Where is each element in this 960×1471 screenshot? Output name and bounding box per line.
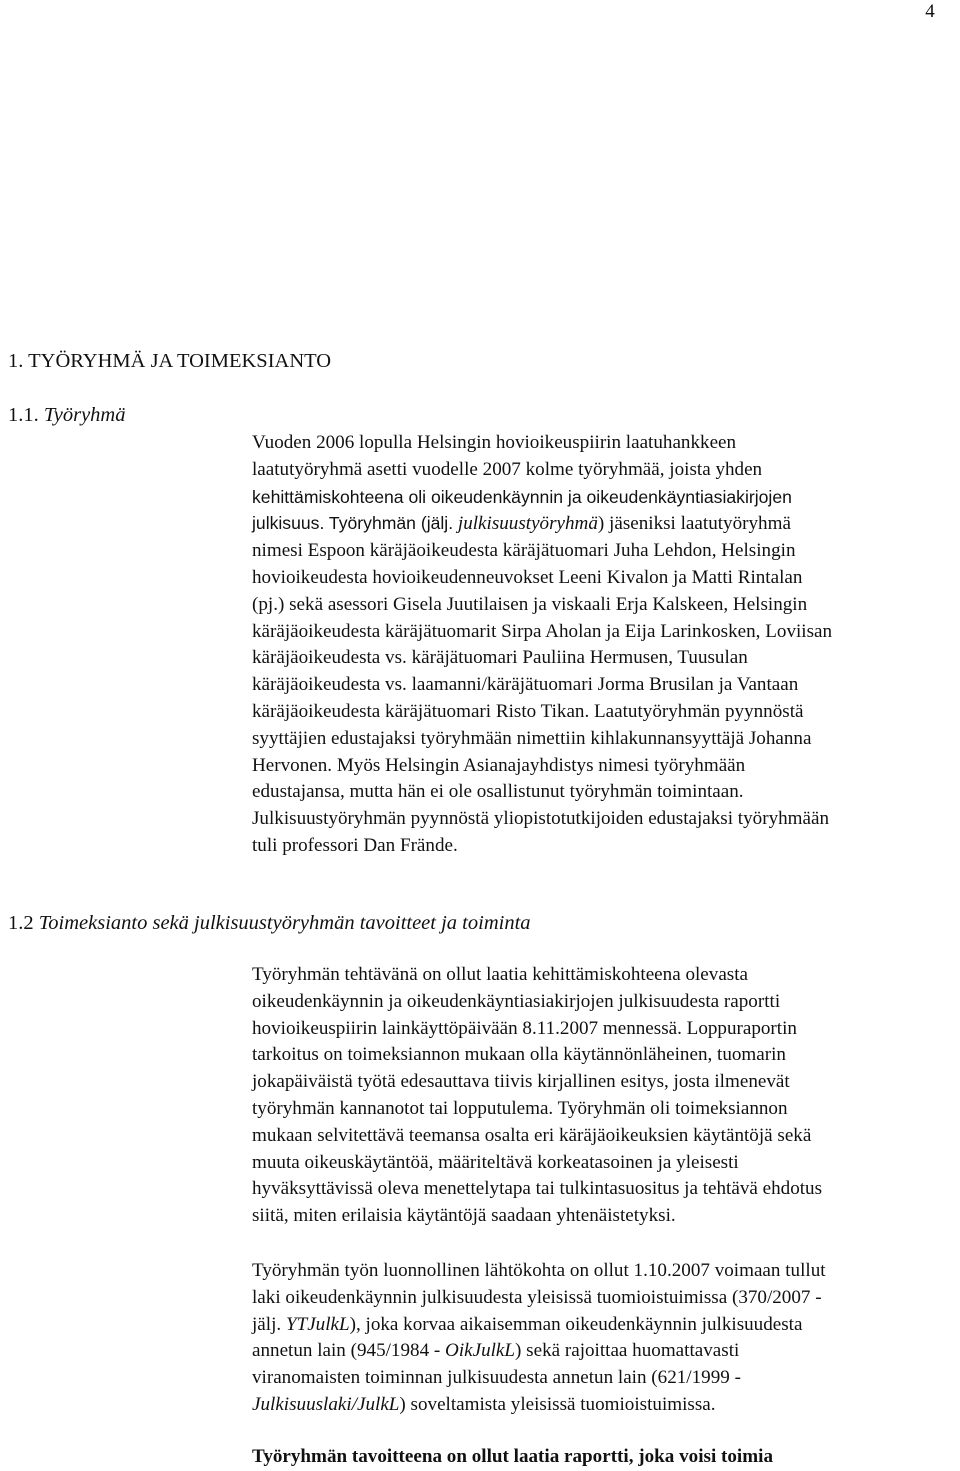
text-line: kehittämiskohteena oli oikeudenkäynnin ja oikeudenkäyntiasiakirjojen bbox=[252, 486, 792, 507]
text-line: Julkisuustyöryhmän pyynnöstä yliopistotutkijoiden edustajaksi työryhmään bbox=[252, 808, 830, 830]
text-fragment: ) jäseniksi laatutyöryhmä bbox=[597, 513, 791, 535]
text-fragment: jälj. bbox=[252, 1313, 282, 1335]
text-fragment: annetun lain (945/1984 - bbox=[252, 1340, 441, 1362]
text-line: Työryhmän tavoitteena on ollut laatia raportti, joka voisi toimia bbox=[252, 1446, 773, 1467]
paragraph-goal bbox=[252, 1444, 960, 1471]
text-line: hovioikeudesta hovioikeudenneuvokset Leeni Kivalon ja Matti Rintalan bbox=[252, 566, 803, 588]
text-line: työryhmän kannanotot tai lopputulema. Työryhmän oli toimeksiannon bbox=[252, 1097, 788, 1119]
text-line: oikeudenkäynnin ja oikeudenkäyntiasiakirjojen julkisuudesta raportti bbox=[252, 990, 781, 1012]
abbreviation-text: YTJulkL bbox=[285, 1313, 350, 1335]
paragraph-working-group bbox=[252, 430, 960, 860]
subsection-heading-1-1 bbox=[8, 402, 126, 428]
text-line: Hervonen. Myös Helsingin Asianajayhdistys nimesi työryhmään bbox=[252, 754, 746, 776]
emphasis-text: julkisuustyöryhmä bbox=[457, 513, 598, 535]
subsection-heading-1-2 bbox=[8, 910, 531, 936]
text-line: syyttäjien edustajaksi työryhmään nimettiin kihlakunnansyyttäjä Johanna bbox=[252, 727, 812, 749]
text-line bbox=[252, 1338, 960, 1365]
text-line: jokapäiväistä työtä edesauttava tiivis kirjallinen esitys, josta ilmenevät bbox=[252, 1071, 790, 1093]
text-line: tuli professori Dan Frände. bbox=[252, 834, 458, 856]
text-line: laatutyöryhmä asetti vuodelle 2007 kolme työryhmää, joista yhden bbox=[252, 458, 763, 480]
text-line: mukaan selvitettävä teemansa osalta eri käräjäoikeuksien käytäntöjä sekä bbox=[252, 1124, 812, 1146]
text-line: käräjäoikeudesta vs. laamanni/käräjätuomari Jorma Brusilan ja Vantaan bbox=[252, 674, 799, 696]
text-line: Vuoden 2006 lopulla Helsingin hovioikeuspiirin laatuhankkeen bbox=[252, 432, 737, 453]
text-fragment: ) sekä rajoittaa huomattavasti bbox=[515, 1340, 740, 1362]
text-line: käräjäoikeudesta käräjätuomari Risto Tikan. Laatutyöryhmän pyynnöstä bbox=[252, 700, 804, 722]
section-heading: 1. TYÖRYHMÄ JA TOIMEKSIANTO bbox=[8, 350, 332, 372]
text-line: käräjäoikeudesta käräjätuomarit Sirpa Aholan ja Eija Larinkosken, Loviisan bbox=[252, 620, 833, 642]
text-line: nimesi Espoon käräjäoikeudesta käräjätuomari Juha Lehdon, Helsingin bbox=[252, 540, 796, 562]
text-line: hovioikeuspiirin lainkäyttöpäivään 8.11.2007 mennessä. Loppuraportin bbox=[252, 1017, 797, 1039]
text-line: (pj.) sekä asessori Gisela Juutilaisen ja viskaali Erja Kalskeen, Helsingin bbox=[252, 593, 808, 615]
paragraph-starting-point bbox=[252, 1258, 960, 1419]
text-fragment: ), joka korvaa aikaisemman oikeudenkäynnin julkisuudesta bbox=[349, 1313, 803, 1335]
subsection-number: 1.2 bbox=[8, 912, 34, 934]
text-line: siitä, miten erilaisia käytäntöjä saadaan yhtenäistetyksi. bbox=[252, 1205, 676, 1227]
text-line: laki oikeudenkäynnin julkisuudesta yleisissä tuomioistuimissa (370/2007 - bbox=[252, 1286, 822, 1308]
text-fragment: ) soveltamista yleisissä tuomioistuimissa. bbox=[399, 1393, 716, 1415]
text-line: tarkoitus on toimeksiannon mukaan olla käytännönläheinen, tuomarin bbox=[252, 1044, 786, 1066]
text-line: edustajansa, mutta hän ei ole osallistunut työryhmän toimintaan. bbox=[252, 781, 744, 803]
abbreviation-text: Julkisuuslaki/JulkL bbox=[252, 1393, 400, 1415]
paragraph-assignment bbox=[252, 962, 960, 1230]
text-fragment: julkisuus. Työryhmän (jälj. bbox=[252, 513, 454, 534]
text-line bbox=[252, 1392, 960, 1419]
page-number: 4 bbox=[925, 1, 935, 22]
subsection-title: Työryhmä bbox=[43, 404, 126, 426]
abbreviation-text: OikJulkL bbox=[445, 1340, 516, 1362]
text-line bbox=[252, 1312, 960, 1339]
text-line: käräjäoikeudesta vs. käräjätuomari Pauliina Hermusen, Tuusulan bbox=[252, 647, 748, 669]
text-line: Työryhmän tehtävänä on ollut laatia kehittämiskohteena olevasta bbox=[252, 964, 748, 985]
text-line: Työryhmän työn luonnollinen lähtökohta on ollut 1.10.2007 voimaan tullut bbox=[252, 1260, 826, 1281]
text-line: hyväksyttävissä oleva menettelytapa tai tulkintasuositus ja tehtävä ehdotus bbox=[252, 1178, 823, 1200]
subsection-number: 1.1. bbox=[8, 404, 39, 426]
text-line: viranomaisten toiminnan julkisuudesta annetun lain (621/1999 - bbox=[252, 1367, 741, 1389]
text-line: muuta oikeuskäytäntöä, määriteltävä korkeatasoinen ja yleisesti bbox=[252, 1151, 739, 1173]
subsection-title: Toimeksianto sekä julkisuustyöryhmän tavoitteet ja toiminta bbox=[38, 912, 531, 934]
text-line bbox=[252, 510, 960, 538]
